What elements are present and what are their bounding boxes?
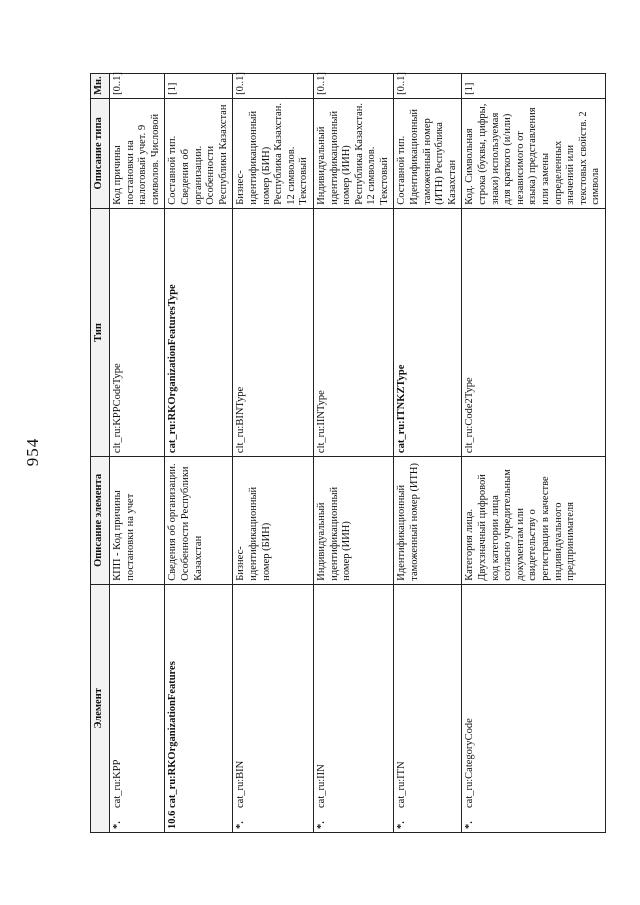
page-number: 954 <box>23 437 42 467</box>
type-desc-cell: Код. Символьная строка (буквы, цифры, знаки) используемая для краткого (и/или) независимого от языка) представления или замены определенных значений или текстовых свойств. 2 символа <box>462 98 606 208</box>
type-desc-cell: Бизнес-идентификационный номер (БИН) Республика Казахстан. 12 символов. Текстовый <box>233 98 314 208</box>
row-mark: *. <box>396 821 408 829</box>
element-name: cat_ru:IIN <box>315 764 327 808</box>
mn-cell: [1] <box>462 74 606 99</box>
element-desc-cell: КПП - Код причины постановки на учет <box>110 457 165 585</box>
mn-cell: [1] <box>165 74 233 99</box>
mn-cell: [0..1] <box>394 74 462 99</box>
type-desc-cell: Составной тип. Идентификационный таможенный номер (ИТН) Республика Казахстан <box>394 98 462 208</box>
type-cell: clt_ru:IINType <box>313 208 394 456</box>
element-name: cat_ru:CategoryCode <box>464 718 476 808</box>
data-table <box>90 73 606 833</box>
row-mark: *. <box>235 821 247 829</box>
element-name: cat_ru:RKOrganizationFeatures <box>167 661 179 808</box>
mn-cell: [0..1] <box>110 74 165 99</box>
element-name: cat_ru:BIN <box>235 760 247 808</box>
table-row <box>233 74 314 833</box>
mn-cell: [0..1] <box>233 74 314 99</box>
table-row <box>165 74 233 833</box>
element-desc-cell: Индивидуальный идентификационный номер (ИИН) <box>313 457 394 585</box>
table-row <box>313 74 394 833</box>
type-cell: cat_ru:ITNKZType <box>394 208 462 456</box>
table-row <box>394 74 462 833</box>
row-mark: *. <box>315 821 327 829</box>
header-element-desc: Описание элемента <box>91 457 110 585</box>
type-cell: clt_ru:KPPCodeType <box>110 208 165 456</box>
header-type-desc: Описание типа <box>91 98 110 208</box>
header-element: Элемент <box>91 584 110 832</box>
table-row <box>462 74 606 833</box>
header-type: Тип <box>91 208 110 456</box>
type-desc-cell: Составной тип. Сведения об организации. Особенности Республики Казахстан <box>165 98 233 208</box>
element-name: cat_ru:ITN <box>396 761 408 808</box>
mn-cell: [0..1] <box>313 74 394 99</box>
type-desc-cell: Индивидуальный идентификационный номер (ИИН) Республика Казахстан. 12 символов. Текстовый <box>313 98 394 208</box>
element-name: cat_ru:KPP <box>112 759 123 808</box>
element-desc-cell: Бизнес-идентификационный номер (БИН) <box>233 457 314 585</box>
element-cell <box>313 584 394 832</box>
table-header-row <box>91 74 110 833</box>
row-mark: 10.6 <box>167 810 179 829</box>
type-cell: clt_ru:Code2Type <box>462 208 606 456</box>
header-mn: Мн. <box>91 74 110 99</box>
element-cell <box>394 584 462 832</box>
element-cell <box>165 584 233 832</box>
row-mark: *. <box>464 821 476 829</box>
type-cell: clt_ru:BINType <box>233 208 314 456</box>
element-cell <box>462 584 606 832</box>
element-desc-cell: Категория лица. Двухзначный цифровой код категории лица согласно учредительным документам или свидетельству о регистрации в качестве индивидуального предпринимателя <box>462 457 606 585</box>
rotated-table-area <box>90 72 602 833</box>
element-cell <box>233 584 314 832</box>
element-cell <box>110 584 165 832</box>
table-row <box>110 74 165 833</box>
type-desc-cell: Код причины постановки на налоговый учет. 9 символов. Числовой <box>110 98 165 208</box>
element-desc-cell: Сведения об организации. Особенности Республики Казахстан <box>165 457 233 585</box>
element-desc-cell: Идентификационный таможенный номер (ИТН) <box>394 457 462 585</box>
row-mark: *. <box>112 821 123 829</box>
type-cell: cat_ru:RKOrganizationFeaturesType <box>165 208 233 456</box>
